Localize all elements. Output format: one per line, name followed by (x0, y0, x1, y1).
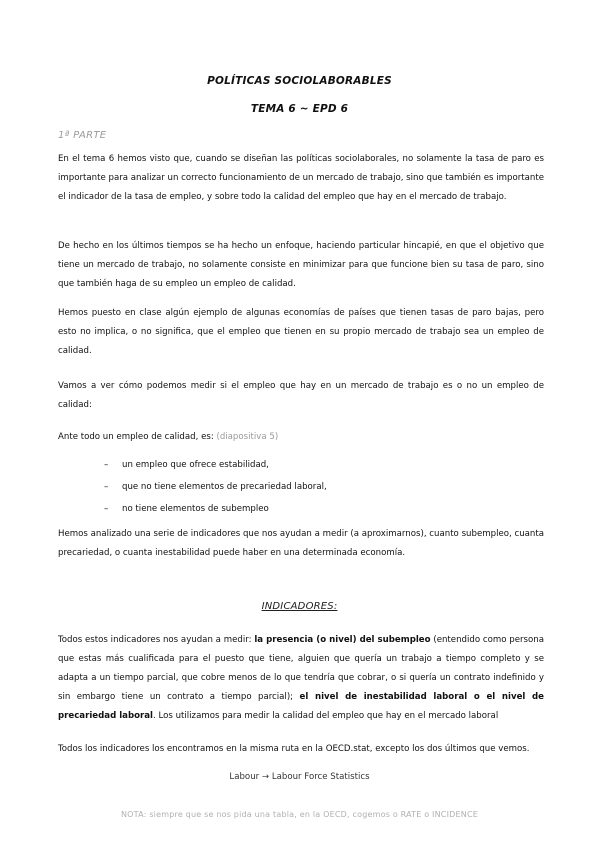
p7-text-c: (entendido como persona que estas más cualificada para el puesto que tiene, alguien que quería un trabajo a tiempo completo y se adapta a un tiempo parcial, que cobre menos de lo que tendría que cobrar, o si quería un contrato indefinido y sin embargo tiene un contrato a tiempo parcial); (58, 635, 544, 702)
p7-bold-precariedad: el nivel de precariedad laboral (58, 692, 545, 721)
indicators-heading (0, 601, 599, 612)
paragraph-6: Hemos analizado una serie de indicadores que nos ayudan a medir (a aproximarnos), cuanto subempleo, cuanta precariedad, o cuanta inestabilidad puede haber en una determinada economía. (58, 529, 544, 558)
p7-text-e: o (467, 692, 487, 702)
p7-bold-subempleo: la presencia (o nivel) del subempleo (254, 635, 431, 645)
paragraph-1: En el tema 6 hemos visto que, cuando se diseñan las políticas sociolaborales, no solamente la tasa de paro es importante para analizar un correcto funcionamiento de un mercado de trabajo, sino que también es importante el indicador de la tasa de empleo, y sobre todo la calidad del empleo que hay en el mercado de trabajo. (58, 154, 544, 202)
paragraph-4: Vamos a ver cómo podemos medir si el empleo que hay en un mercado de trabajo es o no un empleo de calidad: (58, 381, 544, 410)
indicators-heading-text: INDICADORES: (261, 601, 338, 612)
dash-bullet: – (104, 482, 109, 492)
list-item-text: un empleo que ofrece estabilidad, (122, 460, 269, 470)
paragraph-5 (58, 428, 544, 447)
list-item-text: no tiene elementos de subempleo (122, 504, 269, 514)
document-title: POLÍTICAS SOCIOLABORABLES (207, 75, 392, 87)
paragraph-8: Todos los indicadores los encontramos en la misma ruta en la OECD.stat, excepto los dos últimos que vemos. (58, 744, 530, 754)
paragraph-3: Hemos puesto en clase algún ejemplo de algunas economías de países que tienen tasas de paro bajas, pero esto no implica, o no significa, que el empleo que tienen en su propio mercado de trabajo sea un empleo de calidad. (58, 308, 544, 356)
oecd-path: Labour → Labour Force Statistics (229, 772, 370, 782)
dash-bullet: – (104, 460, 109, 470)
slide-reference: (diapositiva 5) (216, 432, 279, 442)
section-label: 1ª PARTE (58, 130, 107, 141)
dash-bullet: – (104, 504, 109, 514)
paragraph-2: De hecho en los últimos tiempos se ha hecho un enfoque, haciendo particular hincapié, en que el objetivo que tiene un mercado de trabajo, no solamente consiste en minimizar para que funcione bien su tasa de paro, sino que también haga de su empleo un empleo de calidad. (58, 241, 544, 289)
footnote: NOTA: siempre que se nos pida una tabla, en la OECD, cogemos o RATE o INCIDENCE (121, 810, 478, 819)
document-subtitle: TEMA 6 ~ EPD 6 (250, 103, 349, 115)
p7-text-g: . Los utilizamos para medir la calidad del empleo que hay en el mercado laboral (153, 711, 499, 721)
paragraph-7 (58, 631, 544, 726)
paragraph-5-text: Ante todo un empleo de calidad, es: (58, 432, 217, 442)
list-item-text: que no tiene elementos de precariedad laboral, (122, 482, 327, 492)
p7-text-a: Todos estos indicadores nos ayudan a medir: (58, 635, 255, 645)
p7-bold-inestabilidad: el nivel de inestabilidad laboral (299, 692, 468, 702)
